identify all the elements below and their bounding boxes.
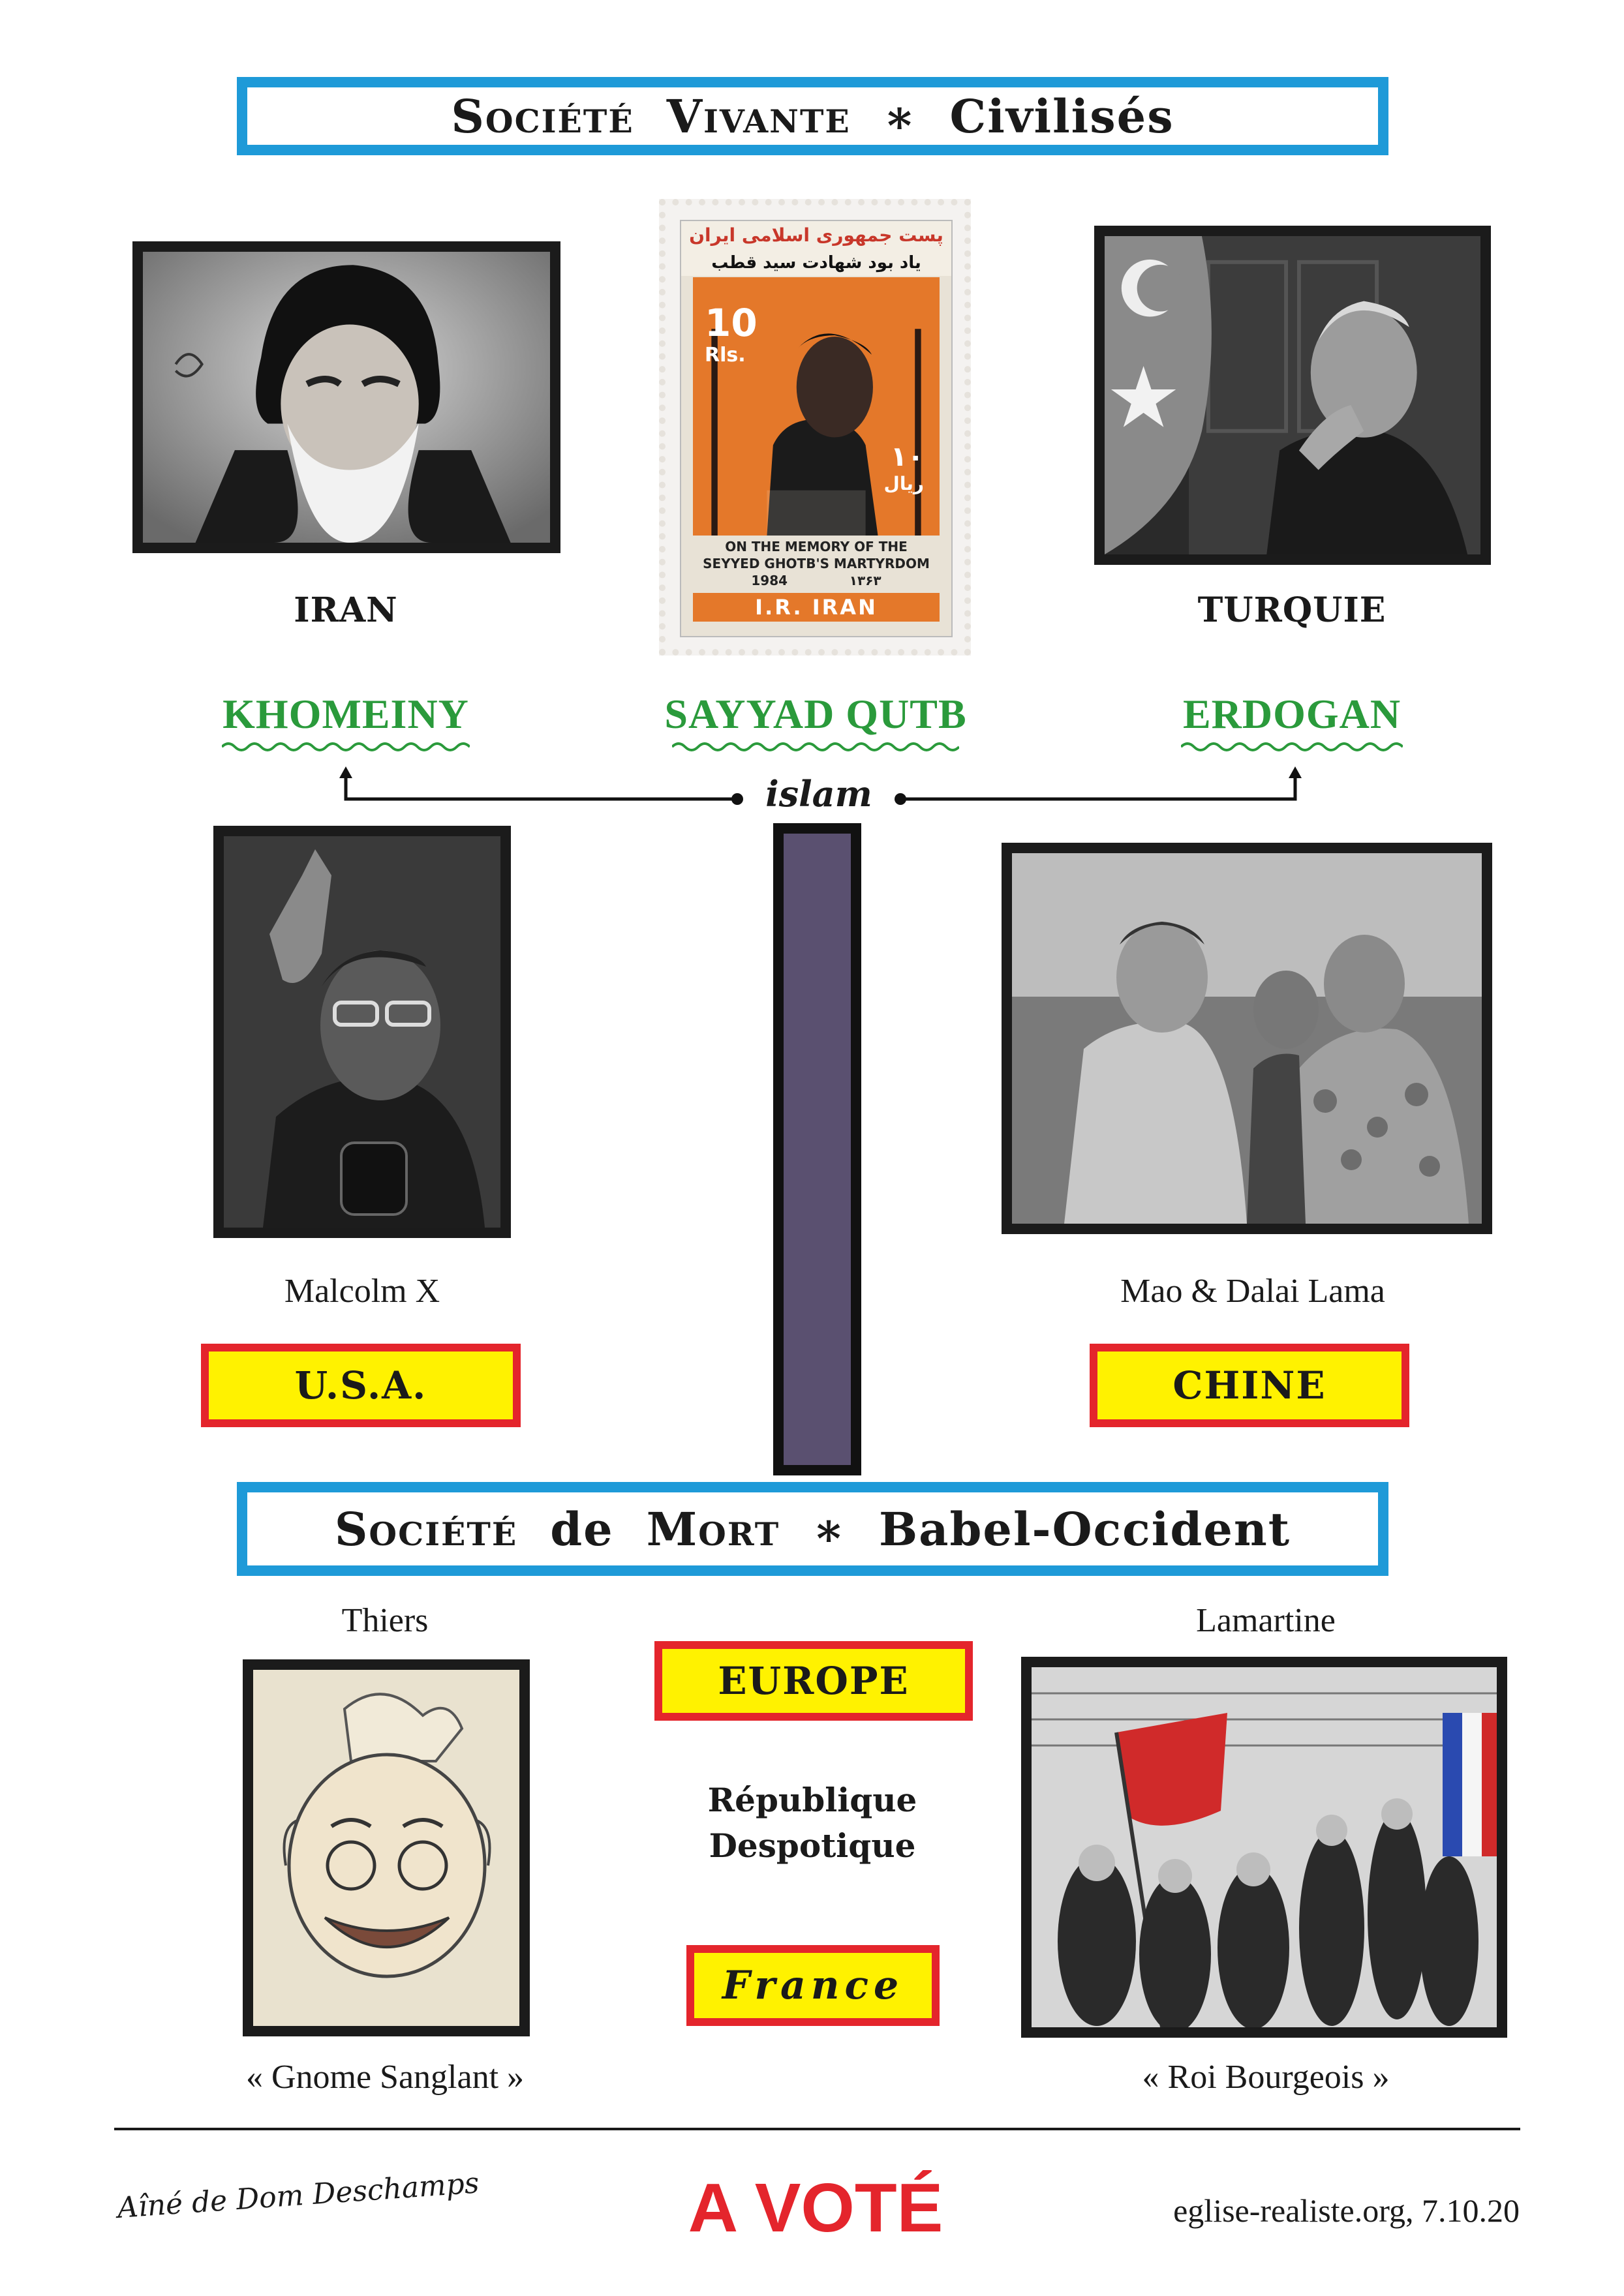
footer-divider [114, 2128, 1520, 2130]
vertical-pillar [773, 823, 861, 1475]
stamp-text-line2: SEYYED GHOTB'S MARTYRDOM [703, 556, 930, 571]
asterisk-icon: ∗ [883, 88, 917, 144]
signature-text: Aîné de Dom Deschamps [116, 2166, 480, 2225]
country-usa-box: U.S.A. [201, 1344, 521, 1427]
stamp-text-line1: ON THE MEMORY OF THE [725, 539, 908, 554]
stamp-value-persian: ۱۰ [890, 440, 924, 472]
stamp-currency: Rls. [705, 344, 746, 367]
stamp-persian-header: پست جمهوری اسلامی ایران [681, 221, 951, 250]
name-sayyad-qutb [646, 688, 985, 753]
banner-word: Civilisés [949, 89, 1174, 144]
top-society-banner [237, 77, 1388, 155]
khomeini-photo [132, 241, 560, 553]
nickname-lamartine: « Roi Bourgeois » [1142, 2059, 1390, 2096]
country-iran: IRAN [294, 590, 398, 630]
mao-dalai-lama-photo [1002, 843, 1492, 1234]
lamartine-engraving [1021, 1657, 1507, 2038]
name-khomeiny [196, 688, 496, 753]
malcolm-x-photo [213, 826, 511, 1238]
stamp-value: 10 [705, 301, 758, 345]
banner-word: de [550, 1502, 614, 1556]
name-text: SAYYAD QUTB [664, 691, 967, 737]
name-thiers: Thiers [341, 1602, 429, 1639]
bottom-society-banner [237, 1482, 1388, 1576]
regime-label [626, 1777, 998, 1869]
name-text: KHOMEINY [222, 691, 469, 737]
regime-line1: République [707, 1781, 917, 1819]
banner-word: Société [451, 89, 634, 144]
banner-word: Mort [646, 1502, 780, 1556]
banner-word: Babel-Occident [878, 1502, 1291, 1556]
signature [116, 2166, 480, 2263]
site-and-date: eglise-realiste.org, 7.10.20 [1173, 2192, 1520, 2229]
stamp-persian-sub: یاد بود شهادت سید قطب [681, 250, 951, 276]
headline-a-vote: A VOTÉ [688, 2169, 943, 2246]
stamp-currency-persian: ریال [883, 473, 924, 494]
name-erdogan [1148, 688, 1435, 753]
region-europe-box: EUROPE [654, 1641, 973, 1721]
stamp-orange-panel [693, 277, 940, 536]
banner-word: Vivante [666, 89, 851, 144]
country-chine-box: CHINE [1090, 1344, 1409, 1427]
nickname-thiers: « Gnome Sanglant » [245, 2059, 525, 2096]
name-lamartine: Lamartine [1196, 1602, 1336, 1639]
stamp-country: I.R. IRAN [693, 593, 940, 622]
regime-line2: Despotique [709, 1826, 916, 1865]
stamp-year-persian: ۱۳۶۳ [849, 573, 881, 588]
islam-label: islam [765, 773, 872, 815]
country-turquie: TURQUIE [1197, 590, 1387, 630]
erdogan-photo [1094, 226, 1491, 565]
country-france-box: France [686, 1945, 940, 2026]
asterisk-icon: ∗ [812, 1501, 846, 1557]
name-text: ERDOGAN [1182, 691, 1402, 737]
qutb-stamp [659, 199, 971, 656]
caption-mao-dalai-lama: Mao & Dalai Lama [1120, 1273, 1385, 1310]
banner-word: Société [334, 1502, 518, 1556]
stamp-year: 1984 [751, 573, 788, 588]
caption-malcolm-x: Malcolm X [284, 1273, 440, 1310]
stamp-face [680, 220, 953, 637]
thiers-caricature [243, 1659, 530, 2036]
